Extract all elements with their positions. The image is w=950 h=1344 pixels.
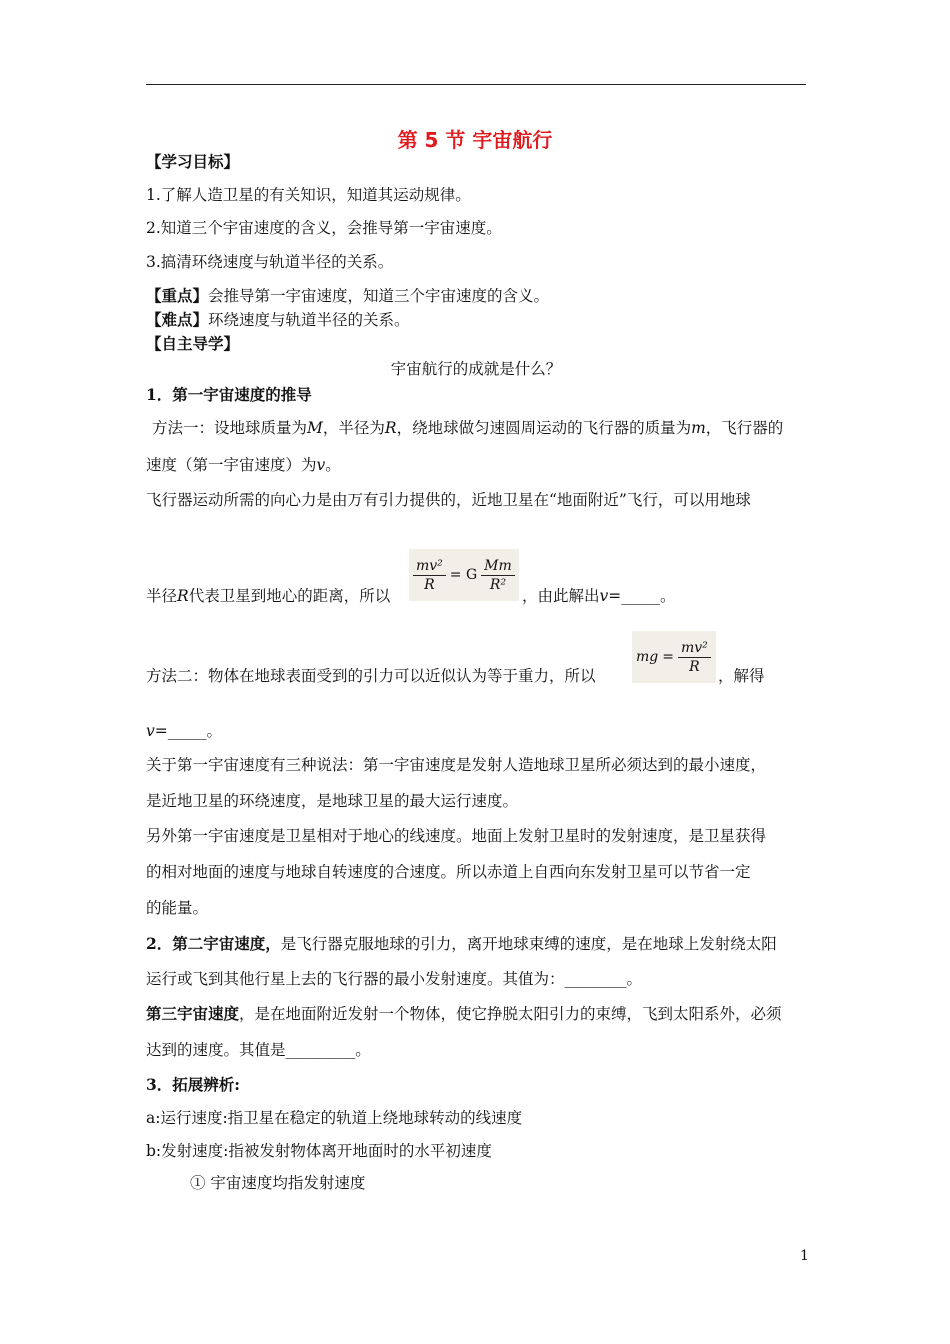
text: ，由此解出 — [522, 587, 600, 605]
section-goals-heading: 【学习目标】 — [146, 152, 240, 171]
page-number: 1 — [800, 1248, 809, 1264]
numerator: mv² — [678, 639, 711, 658]
formula-gravity-weight — [632, 631, 716, 683]
formula-gravity-centripetal — [409, 549, 519, 601]
three-statements-line-2: 是近地卫星的环绕速度，是地球卫星的最大运行速度。 — [146, 792, 519, 810]
numerator: mv² — [413, 557, 446, 576]
method-two-line: 方法二：物体在地球表面受到的引力可以近似认为等于重力，所以 — [146, 667, 596, 685]
text: 是飞行器克服地球的引力，离开地球束缚的速度，是在地球上发射绕太阳 — [280, 935, 777, 953]
text: 速度（第一宇宙速度）为 — [146, 456, 317, 474]
method-two-answer — [146, 721, 222, 741]
equals-G: = G — [449, 567, 478, 583]
symbol-R: R — [384, 419, 397, 437]
lhs: mg — [636, 649, 659, 665]
second-cosmic-velocity-line-2: 运行或飞到其他行星上去的飞行器的最小发射速度。其值为：________。 — [146, 970, 643, 988]
relative-velocity-line-3: 的能量。 — [146, 899, 209, 917]
third-cosmic-velocity-line-2: 达到的速度。其值是_________。 — [146, 1041, 371, 1059]
formula-box — [632, 631, 716, 683]
running-velocity-line: a:运行速度:指卫星在稳定的轨道上绕地球转动的线速度 — [146, 1109, 523, 1127]
text: 。 — [325, 456, 341, 474]
section-self-study-heading: 【自主导学】 — [146, 334, 240, 353]
denominator: R — [689, 658, 700, 675]
goal-3: 3.搞清环绕速度与轨道半径的关系。 — [146, 253, 394, 271]
text: 代表卫星到地心的距离，所以 — [188, 587, 391, 605]
key-label: 【重点】 — [146, 286, 209, 305]
guiding-question: 宇宙航行的成就是什么？ — [390, 360, 562, 378]
relative-velocity-line-1: 另外第一宇宙速度是卫星相对于地心的线速度。地面上发射卫星时的发射速度，是卫星获得 — [146, 827, 767, 845]
method-one-line-2 — [146, 455, 341, 475]
symbol-R: R — [177, 587, 189, 605]
second-cosmic-label: 2．第二宇宙速度， — [146, 934, 281, 953]
goal-1: 1.了解人造卫星的有关知识，知道其运动规律。 — [146, 186, 471, 204]
radius-line-tail — [522, 586, 676, 606]
three-statements-line-1: 关于第一宇宙速度有三种说法：第一宇宙速度是发射人造地球卫星所必须达到的最小速度， — [146, 756, 767, 774]
launch-velocity-line: b:发射速度:指被发射物体离开地面时的水平初速度 — [146, 1142, 492, 1160]
second-cosmic-velocity-line-1 — [146, 934, 777, 954]
difficulty-point — [146, 310, 410, 330]
numerator: Mm — [481, 557, 515, 576]
method-one-line-1 — [152, 418, 783, 438]
text: 方法一：设地球质量为 — [152, 419, 308, 437]
centripetal-paragraph: 飞行器运动所需的向心力是由万有引力提供的，近地卫星在“地面附近”飞行，可以用地球 — [146, 491, 751, 509]
third-cosmic-label: 第三宇宙速度 — [146, 1004, 240, 1023]
method-two-tail: ，解得 — [718, 667, 765, 685]
difficulty-text: 环绕速度与轨道半径的关系。 — [208, 311, 410, 329]
third-cosmic-velocity-line-1 — [146, 1004, 782, 1024]
radius-line — [146, 586, 390, 606]
formula-box — [409, 549, 519, 601]
symbol-v: v= — [146, 722, 168, 740]
difficulty-label: 【难点】 — [146, 310, 209, 329]
text: ，飞行器的 — [705, 419, 784, 437]
heading-first-cosmic-velocity: 1．第一宇宙速度的推导 — [146, 385, 312, 404]
relative-velocity-line-2: 的相对地面的速度与地球自转速度的合速度。所以赤道上自西向东发射卫星可以节省一定 — [146, 863, 751, 881]
key-point — [146, 286, 549, 306]
text: 半径 — [146, 587, 178, 605]
goal-2: 2.知道三个宇宙速度的含义，会推导第一宇宙速度。 — [146, 219, 502, 237]
answer-blank: _____。 — [621, 587, 676, 605]
denominator: R — [424, 576, 435, 593]
answer-blank: _____。 — [167, 722, 223, 740]
text: ，是在地面附近发射一个物体，使它挣脱太阳引力的束缚，飞到太阳系外，必须 — [239, 1005, 782, 1023]
symbol-m: m — [691, 419, 706, 437]
header-rule — [146, 84, 806, 85]
cosmic-velocity-note: ① 宇宙速度均指发射速度 — [190, 1174, 366, 1192]
extension-heading: 3．拓展辨析: — [146, 1075, 241, 1094]
denominator: R² — [489, 576, 507, 593]
text: ，绕地球做匀速圆周运动的飞行器的质量为 — [396, 419, 692, 437]
fraction-left — [413, 557, 446, 594]
fraction-right — [481, 557, 515, 594]
page-title: 第 5 节 宇宙航行 — [397, 128, 553, 152]
text: ，半径为 — [322, 419, 385, 437]
equals: = — [662, 649, 674, 665]
symbol-v: v= — [599, 587, 622, 605]
symbol-M: M — [307, 419, 323, 437]
symbol-v: v — [316, 456, 326, 474]
fraction — [678, 639, 711, 676]
key-text: 会推导第一宇宙速度，知道三个宇宙速度的含义。 — [208, 287, 550, 305]
